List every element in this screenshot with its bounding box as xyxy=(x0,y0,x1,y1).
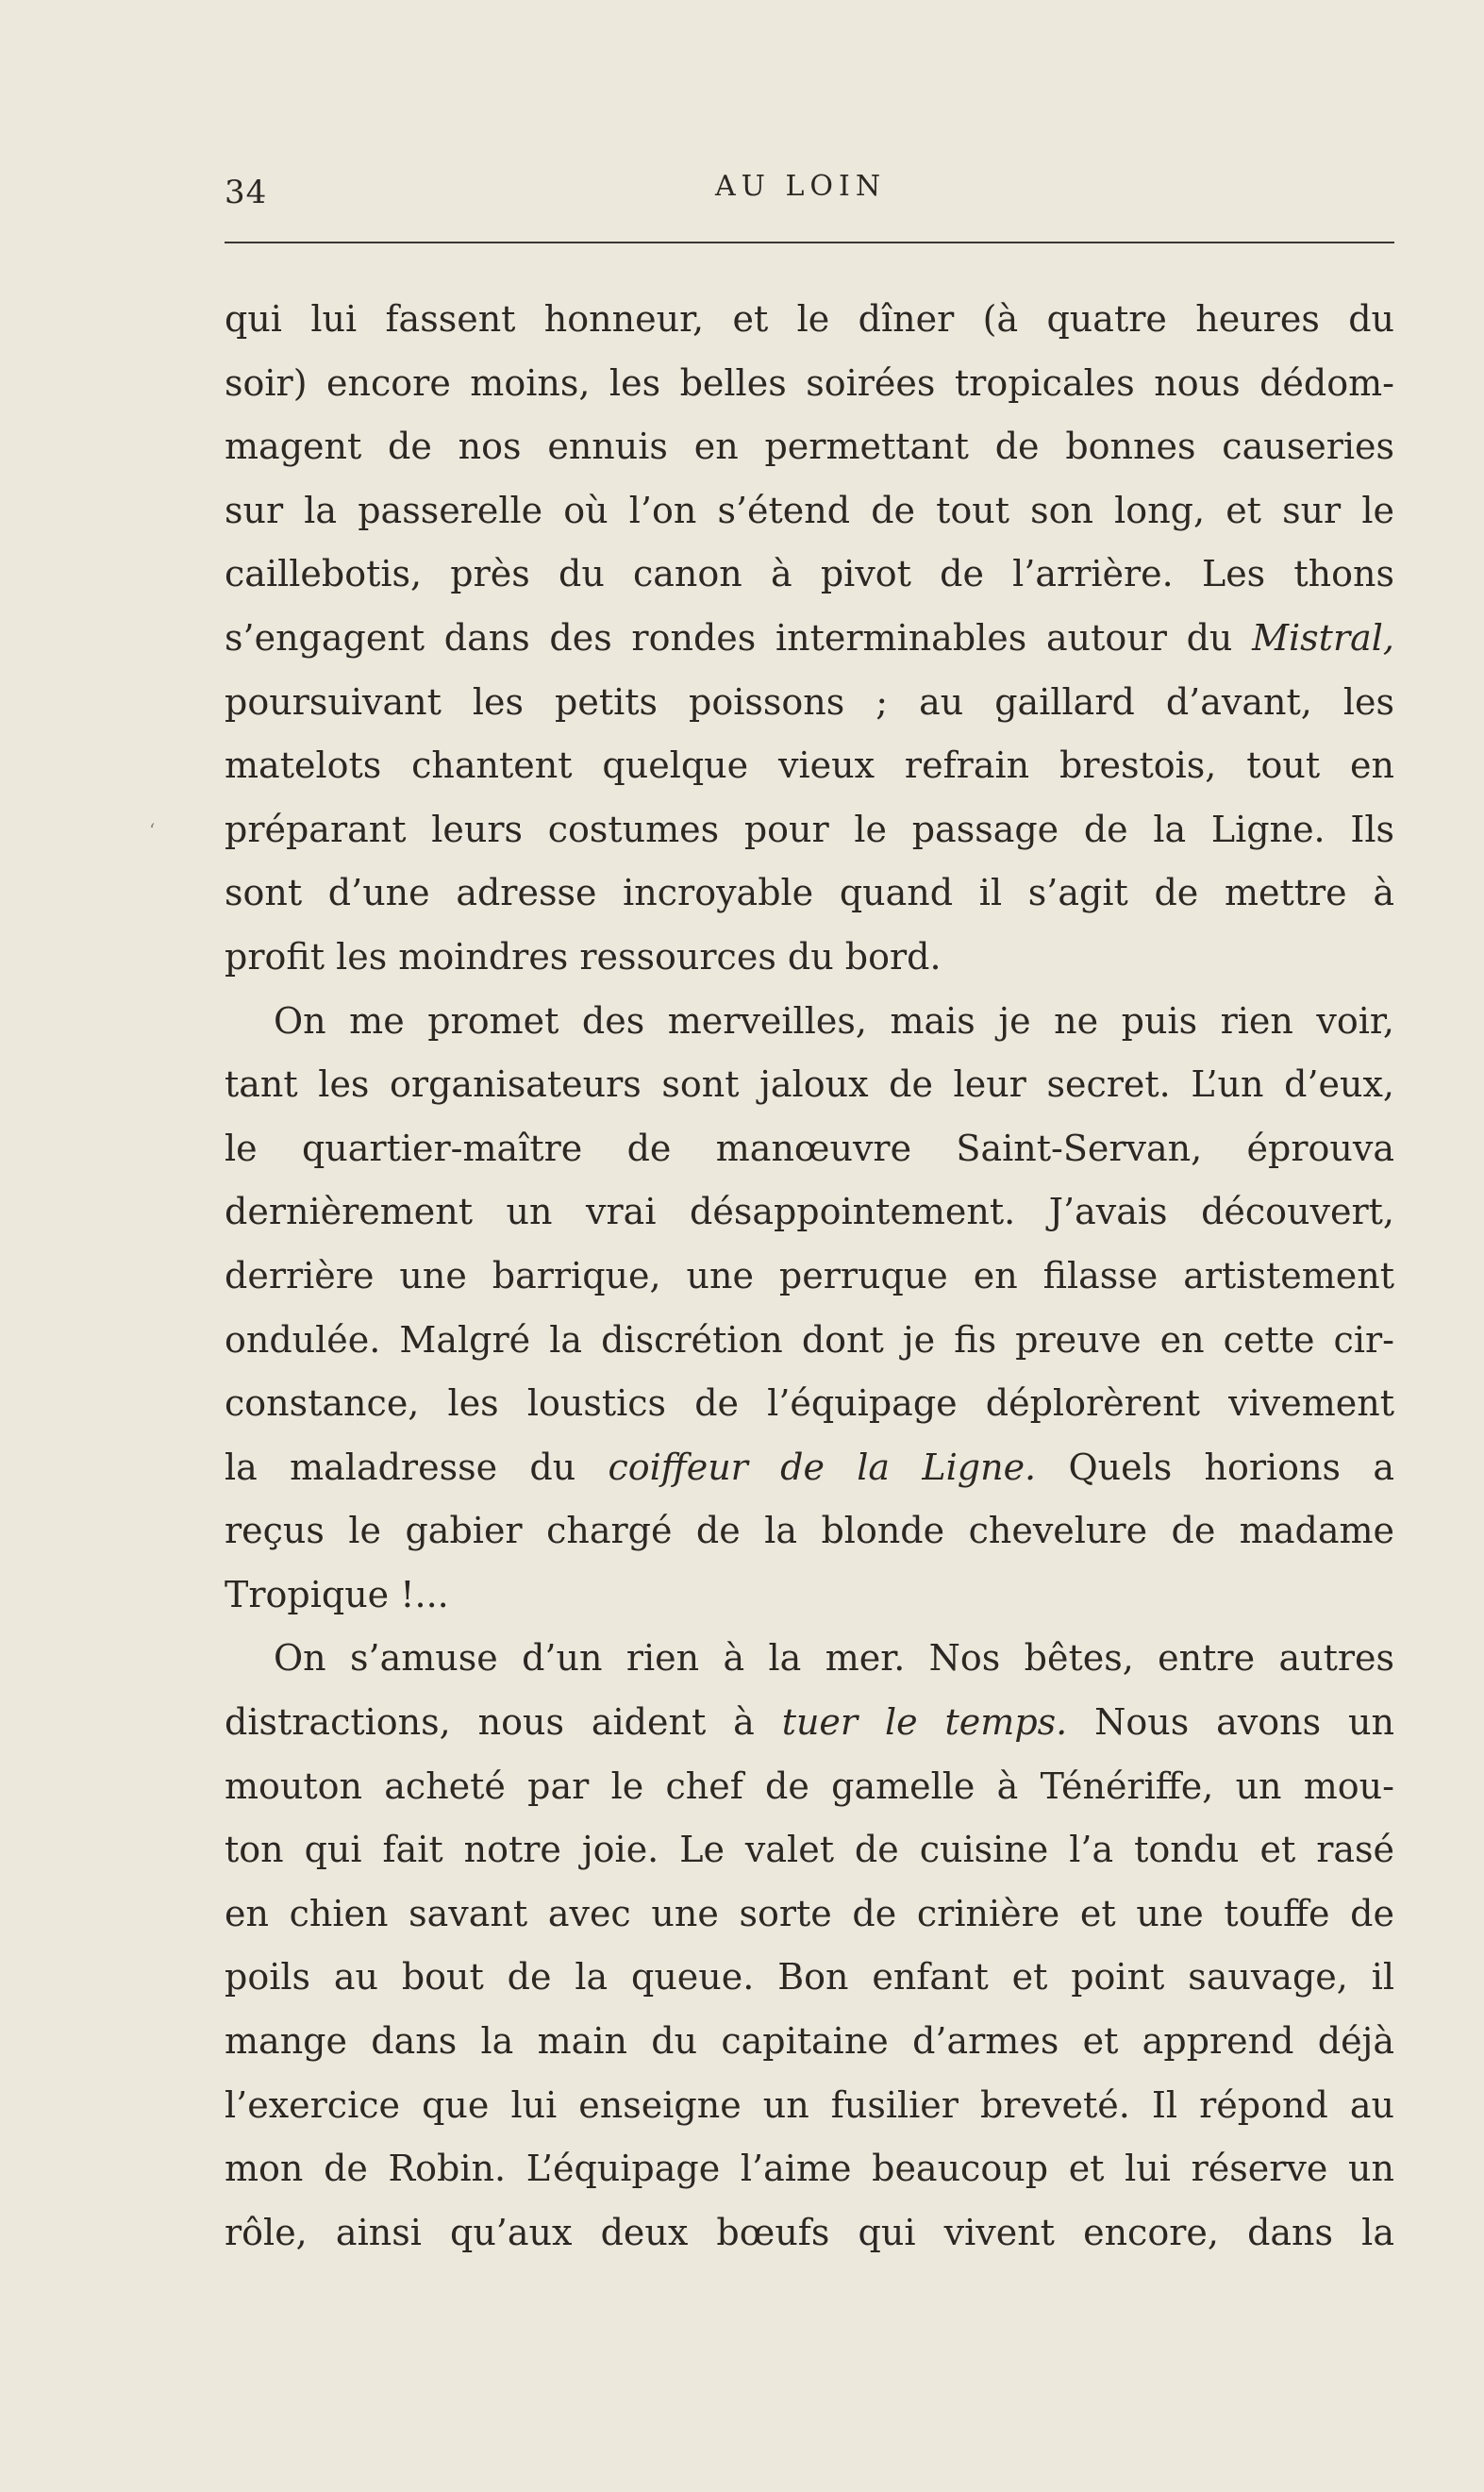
text-line: mon de Robin. L’équipage l’aime beaucoup et lui réserve un xyxy=(225,2148,1394,2190)
text-line: en chien savant avec une sorte de crinière et une touffe de xyxy=(225,1892,1394,1934)
text-line: poursuivant les petits poissons ; au gaillard d’avant, les xyxy=(225,680,1394,723)
text-line: soir) encore moins, les belles soirées tropicales nous dédom- xyxy=(225,361,1394,404)
text-segment: la maladresse du xyxy=(225,1446,609,1488)
text-line: magent de nos ennuis en permettant de bonnes causeries xyxy=(225,426,1394,468)
text-line: On me promet des merveilles, mais je ne puis rien voir, xyxy=(274,999,1394,1042)
text-line: rôle, ainsi qu’aux deux bœufs qui vivent encore, dans la xyxy=(225,2211,1394,2253)
body-text xyxy=(225,288,1394,2265)
margin-mark: ‘ xyxy=(149,819,156,842)
italic-ship-name: Mistral, xyxy=(1252,616,1394,659)
text-line xyxy=(225,607,1394,671)
text-line: matelots chantent quelque vieux refrain brestois, tout en xyxy=(225,744,1394,787)
text-segment: s’engagent dans des rondes interminables autour du xyxy=(225,616,1253,659)
text-line: derrière une barrique, une perruque en filasse artistement xyxy=(225,1254,1394,1296)
italic-phrase: tuer le temps. xyxy=(781,1701,1068,1744)
text-line: sur la passerelle où l’on s’étend de tout son long, et sur le xyxy=(225,489,1394,531)
text-line: Tropique !... xyxy=(225,1573,449,1615)
text-line: mange dans la main du capitaine d’armes et apprend déjà xyxy=(225,2020,1394,2063)
page-number: 34 xyxy=(225,174,268,211)
text-line: qui lui fassent honneur, et le dîner (à quatre heures du xyxy=(225,298,1394,340)
text-line xyxy=(225,1436,1394,1500)
text-line xyxy=(225,1691,1394,1755)
running-title: AU LOIN xyxy=(715,170,887,203)
text-line: poils au bout de la queue. Bon enfant et point sauvage, il xyxy=(225,1956,1394,1999)
text-line: profit les moindres ressources du bord. xyxy=(225,935,942,978)
text-line: On s’amuse d’un rien à la mer. Nos bêtes, entre autres xyxy=(274,1637,1394,1680)
text-line: le quartier-maître de manœuvre Saint-Servan, éprouva xyxy=(225,1127,1394,1169)
italic-phrase: coiffeur de la Ligne. xyxy=(608,1446,1037,1488)
text-line: tant les organisateurs sont jaloux de leur secret. L’un d’eux, xyxy=(225,1063,1394,1106)
text-segment: distractions, nous aident à xyxy=(225,1701,782,1744)
text-line: sont d’une adresse incroyable quand il s’agit de mettre à xyxy=(225,872,1394,914)
text-line: constance, les loustics de l’équipage déplorèrent vivement xyxy=(225,1382,1394,1425)
text-line: reçus le gabier chargé de la blonde chevelure de madame xyxy=(225,1510,1394,1552)
text-segment: Quels horions a xyxy=(1036,1446,1394,1488)
text-line: l’exercice que lui enseigne un fusilier breveté. Il répond au xyxy=(225,2083,1394,2126)
header-rule xyxy=(225,242,1394,243)
page-header xyxy=(225,160,1394,236)
text-line: ton qui fait notre joie. Le valet de cuisine l’a tondu et rasé xyxy=(225,1829,1394,1871)
text-segment: Nous avons un xyxy=(1067,1701,1394,1744)
text-line: préparant leurs costumes pour le passage de la Ligne. Ils xyxy=(225,808,1394,850)
text-line: dernièrement un vrai désappointement. J’avais découvert, xyxy=(225,1191,1394,1233)
text-line: caillebotis, près du canon à pivot de l’arrière. Les thons xyxy=(225,553,1394,595)
text-line: mouton acheté par le chef de gamelle à Ténériffe, un mou- xyxy=(225,1764,1394,1807)
text-line: ondulée. Malgré la discrétion dont je fis preuve en cette cir- xyxy=(225,1318,1394,1361)
